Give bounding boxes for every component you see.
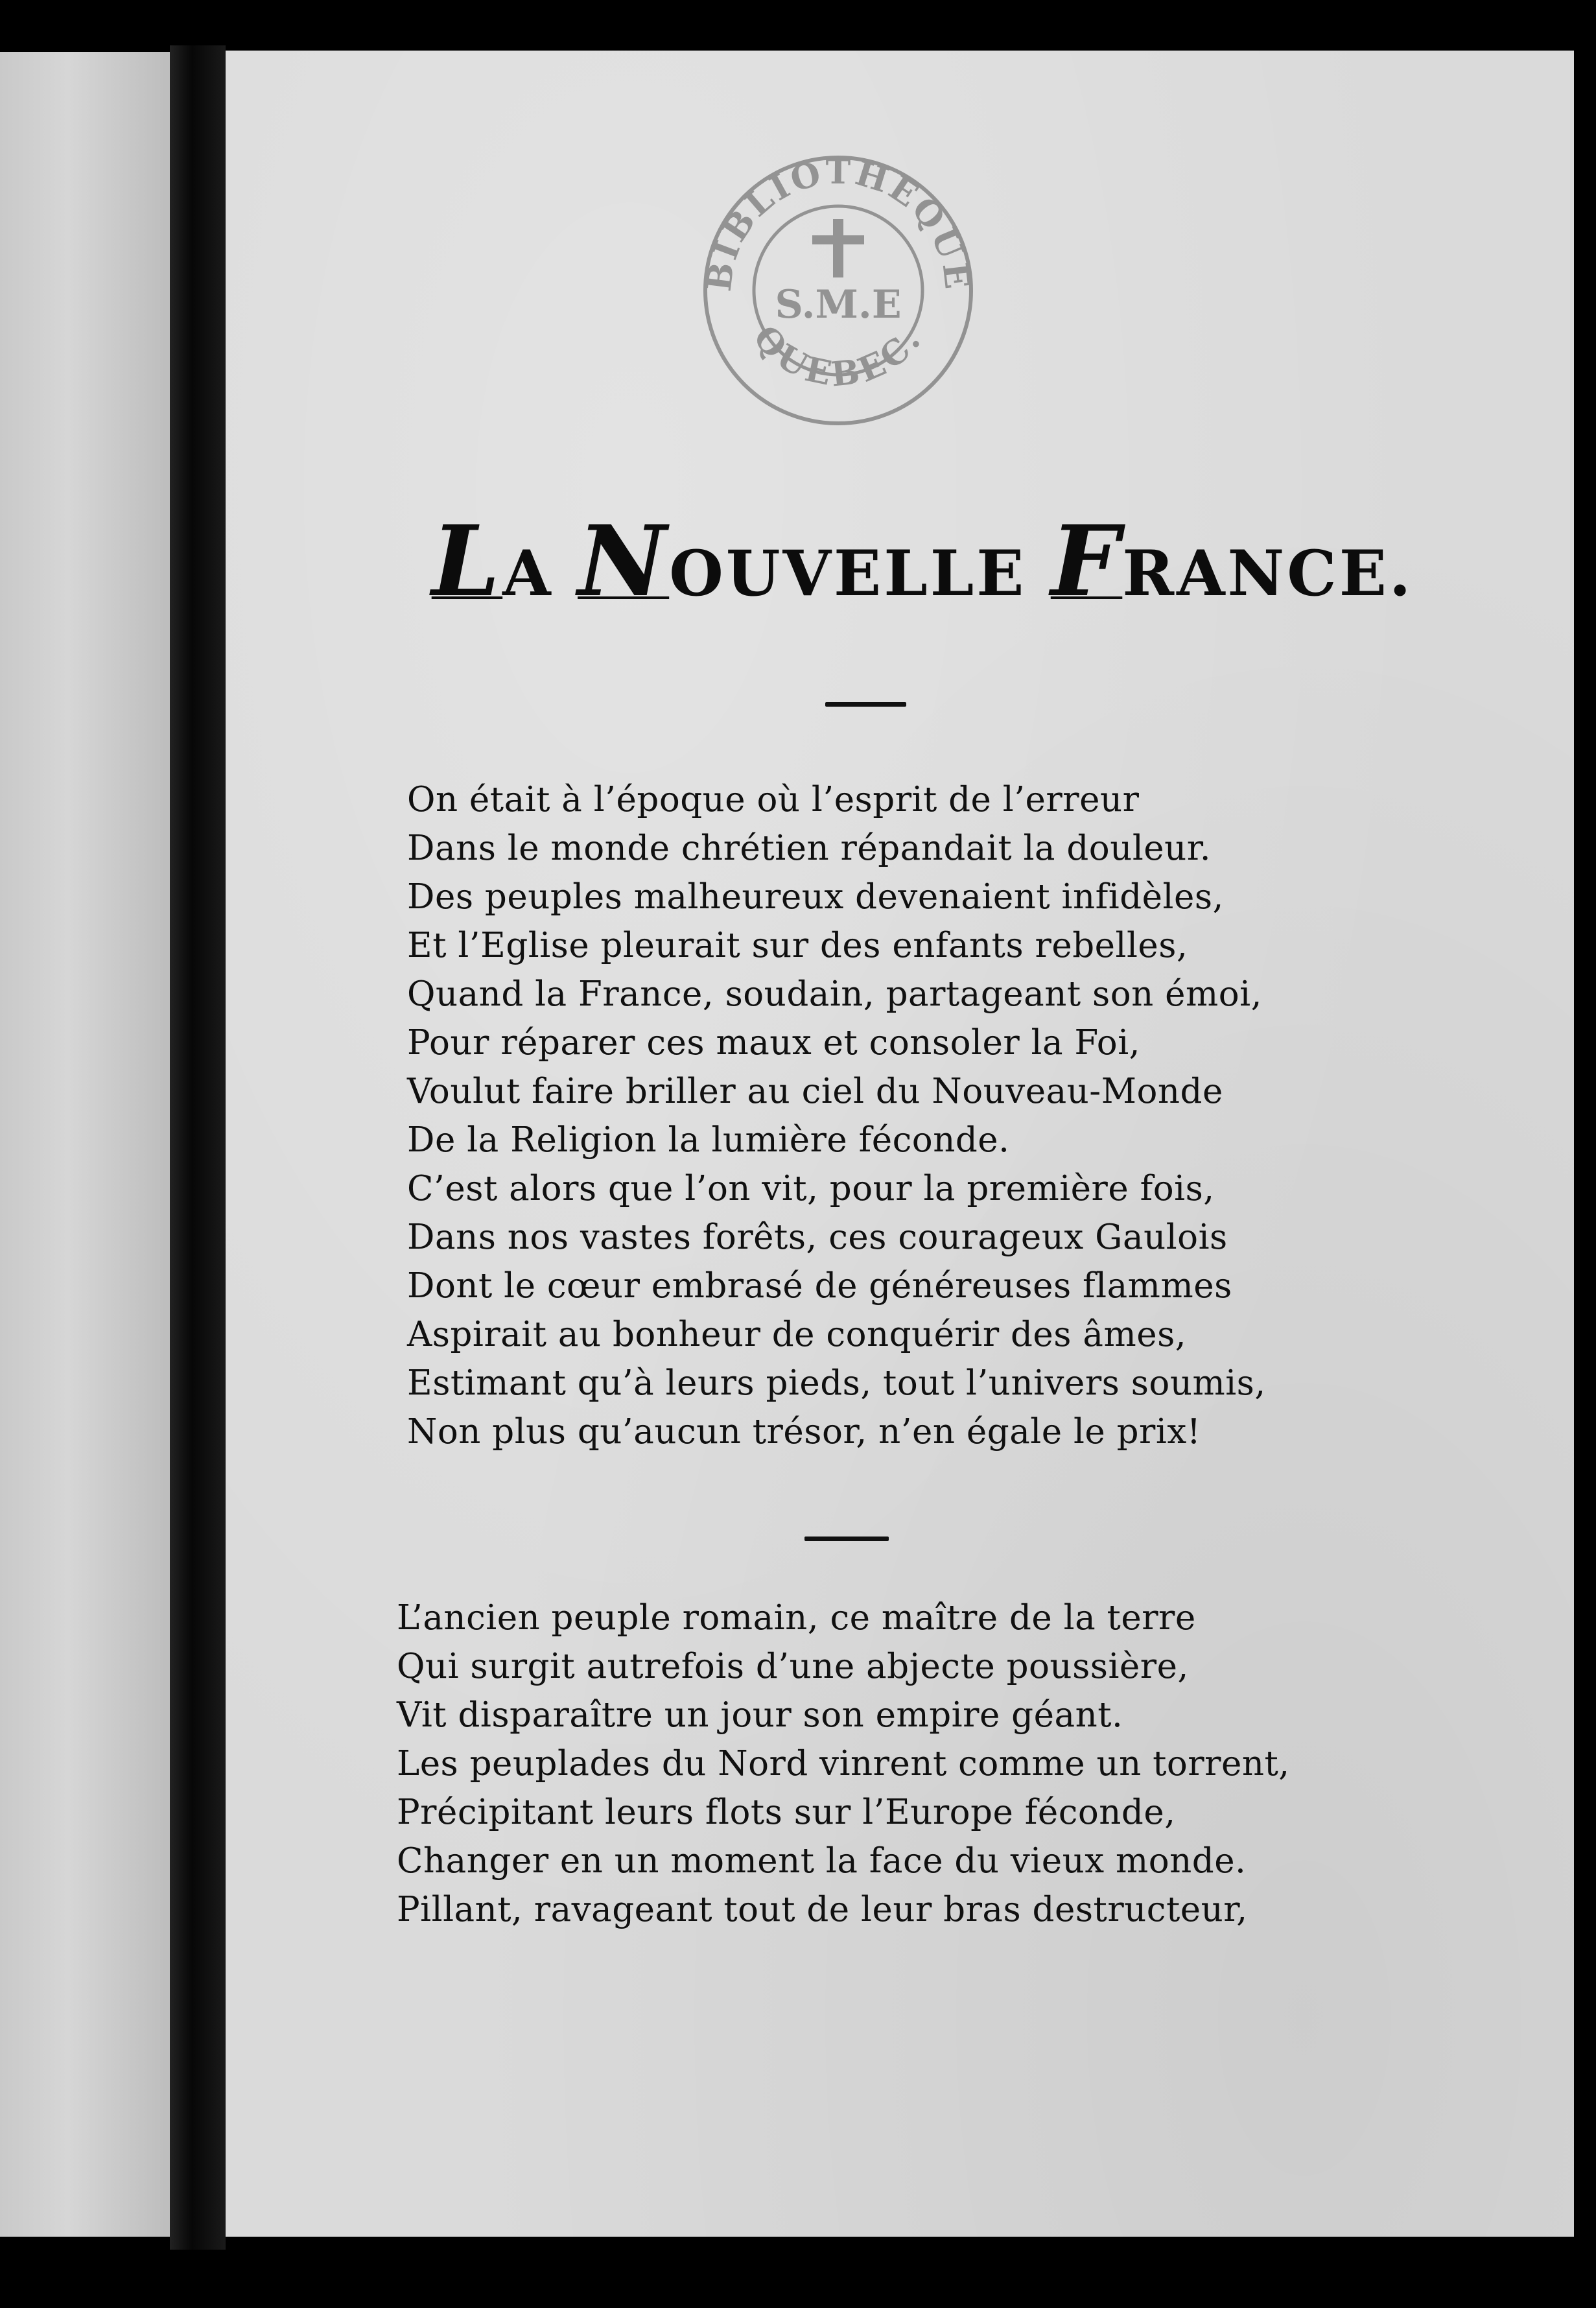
title-word-3-rest: RANCE.	[1122, 537, 1414, 610]
verse-line: C’est alors que l’on vit, pour la première fois,	[407, 1169, 1215, 1208]
title-initial-l: L	[431, 504, 503, 618]
verse-line: Dont le cœur embrasé de généreuses flammes	[407, 1266, 1232, 1306]
verse-line: On était à l’époque où l’esprit de l’erreur	[407, 780, 1140, 819]
stanza-1	[407, 775, 1266, 1456]
stanza-2	[397, 1594, 1290, 1934]
title-divider	[825, 702, 906, 707]
verse-line: Et l’Eglise pleurait sur des enfants rebelles,	[407, 926, 1188, 965]
verse-line: Les peuplades du Nord vinrent comme un torrent,	[397, 1744, 1290, 1784]
svg-text:QUEBEC.	[745, 318, 931, 394]
verse-line: Des peuples malheureux devenaient infidèles,	[407, 877, 1224, 917]
title-initial-n: N	[578, 504, 670, 618]
title-initial-f: F	[1050, 504, 1123, 618]
page-title	[226, 504, 1574, 618]
title-word-2-rest: OUVELLE	[669, 537, 1027, 610]
verse-line: Changer en un moment la face du vieux monde.	[397, 1841, 1247, 1881]
title-word-1-rest: A	[502, 537, 554, 610]
verse-line: Vit disparaître un jour son empire géant.	[397, 1695, 1123, 1735]
cross-icon	[812, 219, 864, 277]
facing-page-edge	[0, 52, 170, 2237]
verse-line: Dans le monde chrétien répandait la douleur.	[407, 829, 1212, 868]
book-page	[226, 51, 1574, 2237]
stamp-ring-top-text: BIBLIOTHEQUE	[699, 152, 978, 294]
verse-line: Aspirait au bonheur de conquérir des âmes,	[407, 1315, 1187, 1354]
library-stamp	[696, 148, 981, 433]
verse-line: Dans nos vastes forêts, ces courageux Gaulois	[407, 1218, 1228, 1257]
verse-line: Précipitant leurs flots sur l’Europe féconde,	[397, 1793, 1176, 1832]
verse-line: De la Religion la lumière féconde.	[407, 1120, 1010, 1160]
verse-line: Quand la France, soudain, partageant son émoi,	[407, 974, 1262, 1014]
verse-line: L’ancien peuple romain, ce maître de la terre	[397, 1598, 1196, 1638]
verse-line: Qui surgit autrefois d’une abjecte poussière,	[397, 1647, 1189, 1686]
stamp-ring-bottom-text: QUEBEC.	[745, 318, 931, 395]
verse-line: Voulut faire briller au ciel du Nouveau-Monde	[407, 1072, 1223, 1111]
verse-line: Estimant qu’à leurs pieds, tout l’univers soumis,	[407, 1363, 1266, 1403]
stamp-center-text: S.M.E	[775, 282, 902, 327]
verse-line: Pour réparer ces maux et consoler la Foi,	[407, 1023, 1140, 1063]
verse-line: Pillant, ravageant tout de leur bras destructeur,	[397, 1890, 1248, 1929]
stanza-divider	[804, 1537, 889, 1541]
book-gutter	[170, 45, 226, 2250]
verse-line: Non plus qu’aucun trésor, n’en égale le prix!	[407, 1412, 1201, 1452]
